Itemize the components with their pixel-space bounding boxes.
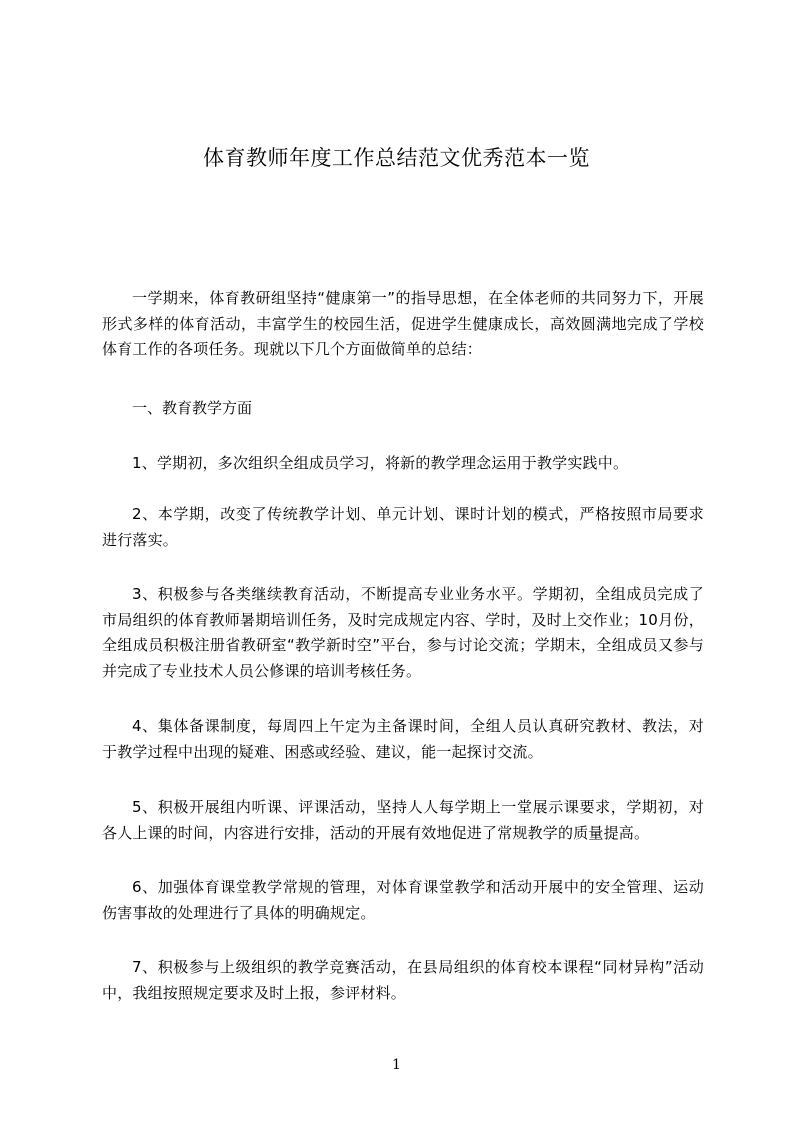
page-number: 1 — [392, 1057, 401, 1073]
list-item-6: 6、加强体育课堂教学常规的管理，对体育课堂教学和活动开展中的安全管理、运动伤害事故的处理进行了具体的明确规定。 — [102, 878, 704, 922]
list-item-3: 3、积极参与各类继续教育活动，不断提高专业业务水平。学期初，全组成员完成了市局组织的体育教师暑期培训任务，及时完成规定内容、学时，及时上交作业；10月份，全组成员积极注册省教研室“教学新时空”平台，参与讨论交流；学期末，全组成员又参与并完成了专业技术人员公修课的培训考核任务。 — [102, 585, 704, 680]
intro-paragraph: 一学期来，体育教研组坚持“健康第一”的指导思想，在全体老师的共同努力下，开展形式多样的体育活动，丰富学生的校园生活，促进学生健康成长，高效圆满地完成了学校体育工作的各项任务。现就以下几个方面做简单的总结： — [102, 289, 704, 358]
list-item-5: 5、积极开展组内听课、评课活动，坚持人人每学期上一堂展示课要求，学期初，对各人上课的时间，内容进行安排，活动的开展有效地促进了常规教学的质量提高。 — [102, 798, 704, 842]
list-item-4: 4、集体备课制度，每周四上午定为主备课时间，全组人员认真研究教材、教法，对于教学过程中出现的疑难、困惑或经验、建议，能一起探讨交流。 — [102, 717, 704, 761]
list-item-2: 2、本学期，改变了传统教学计划、单元计划、课时计划的模式，严格按照市局要求进行落实。 — [102, 505, 704, 549]
document-title: 体育教师年度工作总结范文优秀范本一览 — [203, 146, 590, 170]
section-heading: 一、教育教学方面 — [132, 399, 253, 417]
list-item-7: 7、积极参与上级组织的教学竞赛活动，在县局组织的体育校本课程“同材异构”活动中，我组按照规定要求及时上报，参评材料。 — [102, 958, 704, 1002]
list-item-1: 1、学期初，多次组织全组成员学习，将新的教学理念运用于教学实践中。 — [132, 454, 629, 472]
